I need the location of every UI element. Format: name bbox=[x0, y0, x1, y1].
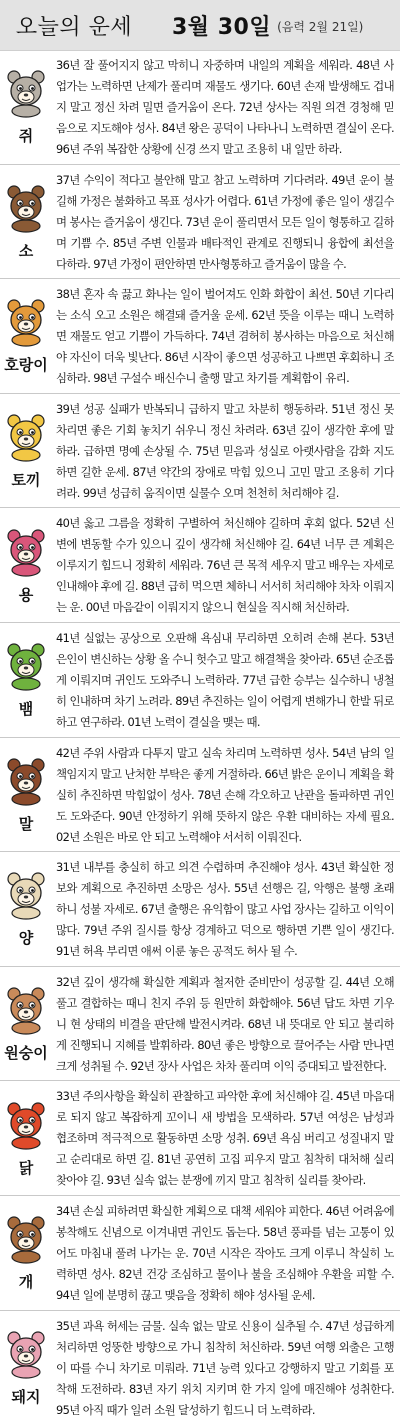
fortune-row bbox=[0, 508, 400, 623]
fortune-list bbox=[0, 50, 400, 1425]
fortune-text: 41년 실없는 공상으로 오판해 욕심내 무리하면 오히려 손해 본다. 53년 은인이 변신하는 상황 올 수니 헛수고 말고 해결책을 찾아라. 65년 순조롭게 이뤄지며 귀인도 도와주니 노력하라. 77년 급한 승부는 실수하니 냉철히 인내하며 차기 노려라. 89년 추진하는 일이 어렵게 변해가니 한발 뒤로 하고 연구하라. 01년 노력이 결실을 맺는 때. bbox=[56, 630, 394, 729]
fortune-text: 34년 손실 피하려면 확실한 계획으로 대책 세워야 피한다. 46년 어려움에 봉착해도 신념으로 이겨내면 귀인도 돕는다. 58년 풍파를 넘는 고통이 있어도 마침내 풀려 나가는 운. 70년 시작은 작아도 크게 이루니 착실히 노력하면 성사. 82년 건강 조심하고 물이나 불을 조심해야 우환을 피할 수. 94년 일에 분명히 끊고 맺음을 정확히 해야 성사될 운세. bbox=[56, 1203, 394, 1302]
rooster-icon bbox=[4, 1099, 48, 1151]
zodiac-animal bbox=[0, 623, 52, 737]
dog-icon bbox=[4, 1213, 48, 1265]
zodiac-name: 양 bbox=[18, 929, 34, 948]
fortune-row bbox=[0, 50, 400, 165]
zodiac-animal bbox=[0, 1311, 52, 1426]
monkey-icon bbox=[4, 984, 48, 1036]
fortune-text: 38년 혼자 속 끓고 화나는 일이 벌어져도 인화 화합이 최선. 50년 기다리는 소식 오고 소원은 해결돼 즐거울 운세. 62년 뜻을 이루는 때니 노력하면 재물도 얻고 기쁨이 가득하다. 74년 겸허히 봉사하는 마음으로 처신해야 자신이 더욱 빛난다. 86년 시작이 좋으면 성공하고 나쁘면 후회하니 조심하라. 98년 구설수 배신수니 출행 말고 차기를 계획함이 유리. bbox=[56, 287, 394, 386]
fortune-row bbox=[0, 165, 400, 280]
horse-icon bbox=[4, 755, 48, 807]
zodiac-name: 개 bbox=[18, 1273, 34, 1292]
fortune-text: 35년 과욕 허세는 금물. 실속 없는 말로 신용이 실추될 수. 47년 성급하게 처리하면 엉뚱한 방향으로 가니 침착히 처신하라. 59년 여행 외출은 고행이 따를 수니 차기로 미뤄라. 71년 능력 있다고 강행하지 말고 기회를 포착해 도전하라. 83년 자기 위치 지키며 한 가지 일에 매진해야 성취한다. 95년 아직 때가 일러 소원 달성하기 힘드니 더 노력하라. bbox=[56, 1318, 394, 1417]
fortune-row bbox=[0, 738, 400, 853]
fortune-row bbox=[0, 967, 400, 1082]
pig-icon bbox=[4, 1328, 48, 1380]
zodiac-animal bbox=[0, 852, 52, 966]
zodiac-animal bbox=[0, 1196, 52, 1310]
fortune-row bbox=[0, 1196, 400, 1311]
fortune-row bbox=[0, 623, 400, 738]
zodiac-animal bbox=[0, 1081, 52, 1195]
zodiac-name: 소 bbox=[18, 241, 34, 260]
fortune-row bbox=[0, 1081, 400, 1196]
fortune-row bbox=[0, 279, 400, 394]
zodiac-animal bbox=[0, 738, 52, 852]
page-title: 오늘의 운세 bbox=[15, 14, 133, 40]
snake-icon bbox=[4, 640, 48, 692]
zodiac-animal bbox=[0, 394, 52, 508]
fortune-text: 31년 내부를 충실히 하고 의견 수렴하며 추진해야 성사. 43년 확실한 정보와 계획으로 추진하면 소망은 성사. 55년 선행은 길, 악행은 불행 초래하니 성불 자세로. 67년 출행은 유익함이 많고 사업 장사는 길하고 이익이 많다. 79년 주위 질시를 항상 경계하고 덕으로 행하면 기쁜 일이 생긴다. 91년 허욕 부리면 애써 이룬 놓은 공적도 허사 될 수. bbox=[56, 860, 394, 959]
tiger-icon bbox=[4, 296, 48, 348]
zodiac-animal bbox=[0, 967, 52, 1081]
zodiac-name: 쥐 bbox=[18, 127, 34, 146]
fortune-row bbox=[0, 1311, 400, 1426]
fortune-text: 33년 주의사항을 확실히 관찰하고 파악한 후에 처신해야 길. 45년 마음대로 되지 않고 복잡하게 꼬이니 새 방법을 모색하라. 57년 여성은 남성과 협조하며 적극적으로 활동하면 소망 성취. 69년 욕심 버리고 성질내지 말고 순리대로 하면 길. 81년 공연히 고집 피우지 말고 침착히 대처해 실리 찾아야 길. 93년 실속 없는 분쟁에 끼지 말고 침착히 실리를 찾아라. bbox=[56, 1089, 394, 1188]
zodiac-animal bbox=[0, 50, 52, 164]
zodiac-name: 원숭이 bbox=[4, 1044, 48, 1063]
fortune-text: 40년 옳고 그름을 정확히 구별하여 처신해야 길하며 후회 없다. 52년 신변에 변동할 수가 있으니 깊이 생각해 처신해야 길. 64년 너무 큰 계획은 이루지기 힘드니 정확히 세워라. 76년 큰 목적 세우지 말고 배우는 자세로 인내해야 후에 길. 88년 급히 먹으면 체하니 서서히 처리해야 차차 이뤄지는 운. 00년 마음같이 이뤄지지 않으니 현실을 직시해 처신하라. bbox=[56, 516, 394, 615]
fortune-row bbox=[0, 394, 400, 509]
date-label: 3월 30일 bbox=[172, 14, 272, 40]
ox-icon bbox=[4, 182, 48, 234]
fortune-text: 42년 주위 사람과 다투지 말고 실속 차리며 노력하면 성사. 54년 남의 일 책임지지 말고 난처한 부탁은 좋게 거절하라. 66년 밝은 운이니 계획을 확실히 추진하면 막힘없이 성사. 78년 손해 각오하고 난관을 돌파하면 귀인도 도와준다. 90년 안정하기 위해 뜻하지 않은 우환 대비하는 자세 필요. 02년 소원은 바로 안 되고 노력해야 서서히 이뤄진다. bbox=[56, 745, 394, 844]
fortune-row bbox=[0, 852, 400, 967]
zodiac-animal bbox=[0, 279, 52, 393]
fortune-text: 36년 잘 풀어지지 않고 막히니 자중하며 내일의 계획을 세워라. 48년 사업가는 노력하면 난제가 풀리며 재물도 생기다. 60년 손재 발생해도 겁내지 말고 정신 차려 밀면 즐거움이 온다. 72년 상사는 직원 의견 경청해 믿음으로 지도해야 성사. 84년 왕은 공덕이 나타나니 노력하면 결실이 온다. 96년 주위 복잡한 상황에 신경 쓰지 말고 조용히 내 일만 하라. bbox=[56, 58, 394, 156]
zodiac-name: 닭 bbox=[18, 1158, 34, 1177]
zodiac-name: 뱀 bbox=[18, 700, 34, 719]
fortune-text: 39년 성공 실패가 반복되니 급하지 말고 차분히 행동하라. 51년 정신 못 차리면 좋은 기회 놓치기 쉬우니 정신 차려라. 63년 깊이 생각한 후에 말하라. 급하면 명예 손상될 수. 75년 믿음과 성실로 아랫사람을 감화 지도하면 길한 운세. 87년 약간의 장애로 막힘 있으니 고민 말고 조용히 기다려라. 99년 성급히 움직이면 실물수 오며 천천히 처리해야 길. bbox=[56, 401, 394, 500]
sheep-icon bbox=[4, 869, 48, 921]
zodiac-animal bbox=[0, 165, 52, 279]
zodiac-name: 말 bbox=[18, 814, 34, 833]
dragon-icon bbox=[4, 526, 48, 578]
zodiac-name: 용 bbox=[18, 585, 34, 604]
lunar-date-label: (음력 2월 21일) bbox=[277, 20, 364, 34]
zodiac-name: 호랑이 bbox=[4, 356, 48, 375]
rabbit-icon bbox=[4, 411, 48, 463]
zodiac-name: 돼지 bbox=[11, 1388, 41, 1407]
rat-icon bbox=[4, 67, 48, 119]
fortune-text: 37년 수익이 적다고 불안해 말고 참고 노력하며 기다려라. 49년 운이 불길해 가정은 불화하고 목표 성사가 어렵다. 61년 가정에 좋은 일이 생길수며 봉사는 즐거움이 생긴다. 73년 운이 풀리면서 모든 일이 형통하고 길하며 기쁨 수. 85년 주변 인물과 배타적인 관계로 진행되니 융합에 최선을 다하라. 97년 가정이 편안하면 만사형통하고 즐거움이 많을 수. bbox=[56, 172, 394, 271]
header-bar bbox=[0, 0, 400, 51]
fortune-text: 32년 깊이 생각해 확실한 계획과 철저한 준비만이 성공할 길. 44년 오해 풀고 결합하는 때니 친지 주위 등 원만히 화합해야. 56년 답도 차면 기우니 현 상태의 비결을 판단해 발전시켜라. 68년 내 뜻대로 안 되고 불리하게 진행되니 지혜를 발휘하라. 80년 좋은 방향으로 끌어주는 사람 만나면 크게 성취될 수. 92년 장사 사업은 차차 풀리며 이익 증대되고 발전한다. bbox=[56, 974, 394, 1073]
zodiac-name: 토끼 bbox=[11, 471, 41, 490]
zodiac-animal bbox=[0, 508, 52, 622]
